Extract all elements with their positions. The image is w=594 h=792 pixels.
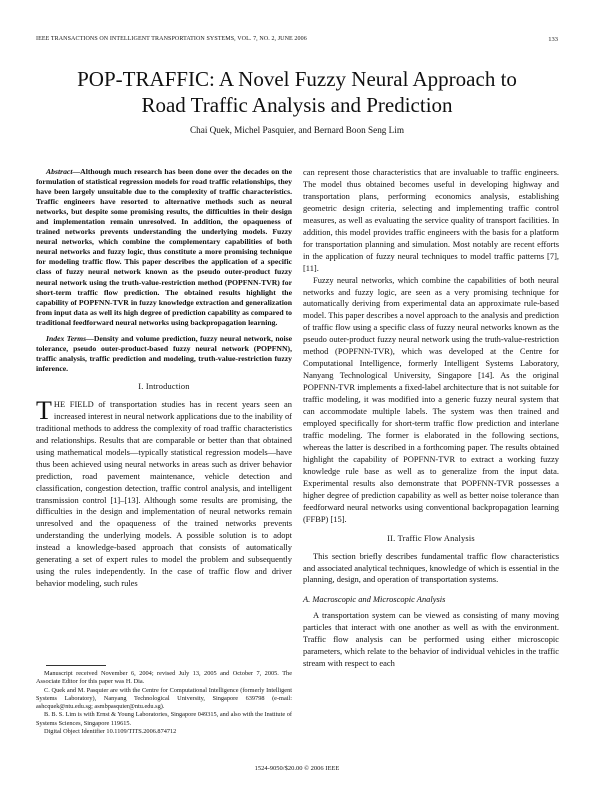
section-heading-introduction: I. Introduction — [138, 381, 190, 391]
subsection-heading-macroscopic: A. Macroscopic and Microscopic Analysis — [303, 594, 446, 605]
abstract — [36, 167, 292, 328]
footnote-doi: Digital Object Identifier 10.1109/TITS.2006.874712 — [44, 728, 177, 736]
footnote-affiliation-1: C. Quek and M. Pasquier are with the Centre for Computational Intelligence (formerly Intelligent Systems Laboratory), Nanyang Technological University, Singapore 639798 (e-mail: ashcquek@ntu.edu.sg; asmbpasquier@ntu.edu.sg). — [36, 686, 292, 711]
intro-paragraph-1 — [36, 395, 292, 590]
author-list: Chai Quek, Michel Pasquier, and Bernard Boon Seng Lim — [190, 125, 404, 135]
footnote-affiliation-2: B. B. S. Lim is with Ernst & Young Laboratories, Singapore 049315, and also with the Institute of Systems Sciences, Singapore 119615. — [36, 711, 292, 727]
page-number: 133 — [548, 36, 558, 43]
drop-cap: T — [36, 395, 52, 425]
abstract-label: Abstract— — [46, 167, 81, 176]
index-terms-label: Index Terms— — [46, 333, 94, 343]
intro-paragraph-1-continued: can represent those characteristics that are invaluable to traffic engineers. The model thus obtained becomes useful in developing highway and transportation plans, performing economics analysis, establishing geometric design criteria, selecting and implementing traffic control measures, as well as evaluating the service quality of transport facilities. In addition, this model provides traffic engineers with the basis for a platform for transportation planning and simulation. Most notably are recent efforts in the application of fuzzy neural techniques to model traffic patterns [7], [11]. — [303, 167, 559, 273]
section-heading-traffic-flow-analysis: II. Traffic Flow Analysis — [387, 533, 475, 543]
footnote-divider — [46, 665, 106, 666]
index-terms — [36, 334, 292, 374]
macroscopic-paragraph: A transportation system can be viewed as consisting of many moving particles that interact with one another as well as with the environment. Traffic flow analysis can be performed using either microscopic parameters, which relate to the behavior of individual vehicles in the traffic stream with respect to each — [303, 610, 559, 669]
traffic-flow-intro-paragraph: This section briefly describes fundamental traffic flow characteristics and associated analytical techniques, knowledge of which is essential in the planning, design, and operation of transportation systems. — [303, 550, 559, 585]
footnote-received: Manuscript received November 6, 2004; revised July 13, 2005 and October 7, 2005. The Associate Editor for this paper was H. Dia. — [36, 670, 292, 686]
index-terms-text: Density and volume prediction, fuzzy neural network, noise tolerance, pseudo outer-product-based fuzzy neural network (POPFNN), traffic analysis, traffic prediction and modeling, truth-value-restriction fuzzy inference. — [36, 333, 293, 373]
title-line-1: POP-TRAFFIC: A Novel Fuzzy Neural Approach to — [77, 67, 517, 91]
left-column — [36, 167, 292, 590]
paper-title — [0, 66, 594, 118]
right-column — [303, 167, 559, 670]
copyright-footer: 1524-9050/$20.00 © 2006 IEEE — [254, 765, 340, 772]
running-header: IEEE TRANSACTIONS ON INTELLIGENT TRANSPORTATION SYSTEMS, VOL. 7, NO. 2, JUNE 2006 — [36, 36, 307, 42]
footnotes — [36, 670, 292, 736]
intro-paragraph-2: Fuzzy neural networks, which combine the capabilities of both neural networks and fuzzy logic, are seen as a very promising technique for automatically deriving from experimental data an approximate rule-based model. This paper describes a novel approach to the analysis and prediction of traffic flow using a specific class of fuzzy neural networks known as the pseudo outer-product fuzzy neural network using the truth-value-restriction method (POPFNN-TVR), which was developed at the Centre for Computational Intelligence, formerly Intelligent Systems Laboratory, Nanyang Technological University, Singapore [14]. As the original POPFNN-TVR implements a fixed-label architecture that is not suitable for traffic modeling, it was modified into a generic fuzzy neural system that can accommodate multiple labels. The system was then trained and employed specifically for short-term traffic flow prediction and interlane traffic modeling. The former is elaborated in the following sections, whereas the latter is described in a forthcoming paper. The results obtained highlight the capability of POPFNN-TVR to extract a working fuzzy knowledge rule base as well as to generalize from the input data. Experimental results also demonstrate that POPFNN-TVR possesses a higher degree of prediction capability as well as better noise tolerance than feedforward neural networks using conventional backpropagation learning (FFBP) [15]. — [303, 274, 559, 524]
title-line-2: Road Traffic Analysis and Prediction — [141, 93, 453, 117]
abstract-text: Although much research has been done over the decades on the formulation of statistical regression models for road traffic relationships, they have been largely unsuitable due to the complexity of traffic characteristics. Traffic engineers have resorted to alternative methods such as neural networks, but despite some promising results, the difficulties in their design and implementation remain unresolved. In addition, the opaqueness of trained networks prevents understanding the underlying models. Fuzzy neural networks, which combine the complementary capabilities of both neural networks and fuzzy logic, thus constitute a more promising technique for modeling traffic flow. This paper describes the application of a specific class of fuzzy neural network known as the pseudo outer-product fuzzy neural network using the truth-value-restriction method (POPFNN-TVR) for short-term traffic flow prediction. The obtained results highlight the capability of POPFNN-TVR in fuzzy knowledge extraction and generalization from input data as well its high degree of prediction capability as compared to traditional feedforward neural networks using backpropagation learning. — [36, 167, 292, 327]
intro-paragraph-1-text: HE FIELD of transportation studies has in recent years seen an increased interest in neural network applications due to the inability of traditional methods to address the complexity of road traffic characteristics and relationships. Results that are comparable or better than that obtained using mathematical models—typically statistical regression models—have thus been achieved using neural networks in areas such as driver behavior prediction, road pavement maintenance, vehicle detection and classification, congestion detection, traffic control analysis, and intelligent transmission control [1]–[13]. Although some results are promising, the difficulties in the design and implementation of neural networks remain unresolved and the opaqueness of the trained networks prevents understanding the underlying models. A possible solution is to adopt instead a knowledge-based approach that consists of automatically generating a set of expert rules to model the problem and subsequently using the rules independently. In the case of traffic flow and driver behavior modeling, such rules — [36, 398, 292, 589]
